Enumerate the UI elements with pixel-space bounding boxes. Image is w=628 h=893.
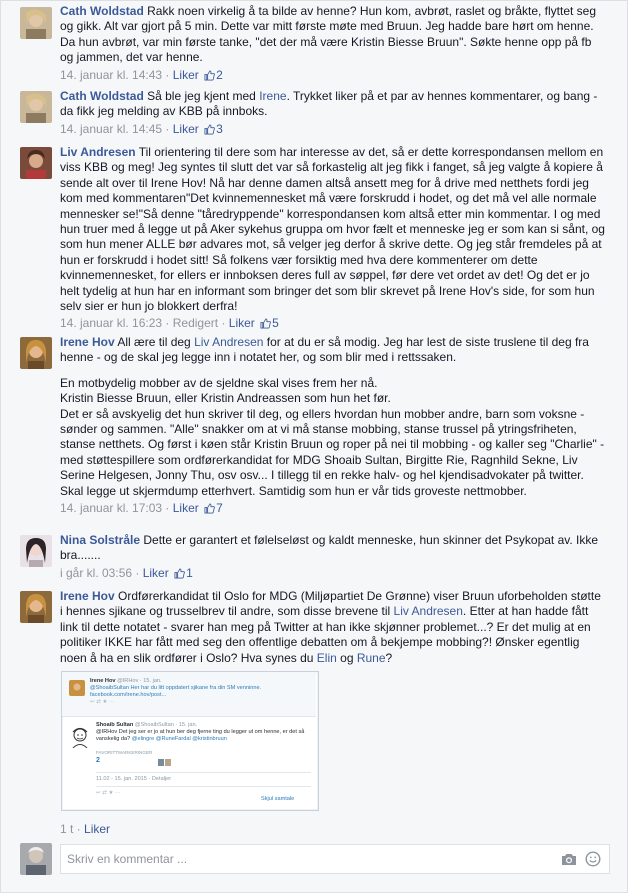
like-count[interactable]: 3 (202, 122, 223, 136)
comment-author[interactable]: Irene Hov (60, 335, 115, 349)
mention-link[interactable]: Rune (356, 650, 386, 665)
comment-timestamp[interactable]: 14. januar kl. 17:03 (60, 501, 163, 516)
mention-link[interactable]: Liv Andresen (194, 335, 264, 349)
like-button[interactable]: Liker (228, 316, 255, 331)
comment-author[interactable]: Nina Solstråle (60, 533, 141, 547)
like-button[interactable]: Liker (84, 822, 111, 836)
avatar[interactable] (20, 7, 52, 39)
thumbs-up-icon (204, 70, 215, 81)
tweet-actions[interactable]: ↩ ⇄ ★ ··· (96, 790, 121, 796)
comment-author[interactable]: Irene Hov (60, 589, 115, 603)
like-count[interactable]: 2 (202, 68, 223, 82)
comment-text: Rakk noen virkelig å ta bilde av henne? Hun kom, avbrøt, raslet og bråkte, flyttet seg og gikk. Alt var gjort på 5 min. Dette var mitt første møte med Bruun. Jeg hadde bare hørt om henne. Da hun avbrøt, var min første tanke, "det der må være Kristin Biesse Bruun". Søkte henne opp på fb og jammen, det var henne. (60, 4, 597, 65)
avatar[interactable] (20, 147, 52, 179)
comment-meta: 1 t · Liker (60, 822, 111, 836)
avatar[interactable] (20, 337, 52, 369)
like-button[interactable]: Liker (172, 67, 199, 82)
hide-conversation-link[interactable]: Skjul samtale (261, 796, 295, 802)
like-button[interactable]: Liker (172, 501, 199, 516)
comment-meta: 14. januar kl. 14:45 · Liker 3 (60, 121, 223, 136)
like-count[interactable]: 5 (258, 316, 279, 330)
tweet-author[interactable]: Irene Hov (90, 678, 116, 684)
tweet-handle: @IRHov · 15. jan. (117, 678, 162, 684)
comment-section: Cath Woldstad Rakk noen virkelig å ta bilde av henne? Hun kom, avbrøt, raslet og bråkte, flyttet seg og gikk. Alt var gjort på 5 min. Dette var mitt første møte med Bruun. Jeg hadde bare hørt om henne. Da hun avbrøt, var min første tanke, "det der må være Kristin Biesse Bruun". Søkte henne opp på fb og jammen, det var henne. 14. januar kl. 14:43 · Liker 2 Cath Woldstad Så ble jeg kjent med Irene. Trykket liker på et par av hennes kommentarer, og bang - da fikk jeg melding av KBB på innboks. 14. januar kl. 14:45 · Liker 3 Liv Andresen Til orientering til dere som har interesse av det, så er dette korrespondansen mellom en viss KBB og meg! Jeg syntes til slutt det var så forkastelig alt jeg fikk i fanget, så jeg valgte å kopiere å sende alt over til Irene Hov! Nå har denne damen altså ansett meg for å drive med netthets fordi jeg kom med kommentaren"Det kvinnemennesket må være forskrudd i hodet, og det må vel alle normale mennesker se!"Så denne "tåredryppende" korrespondansen kom altså etter min kommentar. I og med hun truer med å legge ut på Aker sykehus gruppa om hvor fælt et menneske jeg er som kan si sånt, og som hun mener ALLE bør advares mot, så velger jeg derfor å skrive dette. Og jeg står fremdeles på at hun er forskrudd i hodet sitt! Så folkens vær forsiktig med hva dere kommenterer om dette kvinnemennesket, for ellers er innboksen deres full av søppel, før dere vet ordet av det! Og det er jo helt tydelig at hun har en informant som bringer det som blir skrevet på Irene Hov's side, for som hun selv sier er hun jo blokkert derfra! 14. januar kl. 16:23 · Redigert · Liker 5 Irene Hov All ære til deg Liv Andresen for at du er så modig. Jeg har lest de siste truslene til deg fra henne - og de skal jeg legge inn i notatet her, og som blir med i rettssaken. En motbydelig mobber av de sjeldne skal vises frem her nå. Kristin Biesse Bruun, eller Kristin Andreassen som hun het før. Det er så avskyelig det hun skriver til deg, og ellers hvordan hun mobber andre, barn som voksne - sønder og sammen. "Alle" snakker om at vi må stanse mobbing, stanse trussel på ytringsfriheten, stanse netthets. Og først i køen står Kristin Bruun og roper på nei til mobbing - og kaller seg "Charlie" - med støttespillere som ordførerkandidat for MDG Shoaib Sultan, Birgitte Rie, Ragnhild Sekne, Liv Serine Helgesen, Jonny Thu, osv osv... I tillegg til en rekke halv- og hel kjendisadvokater på twitter. Skal legge ut skjermdump etterhvert. Samtidig som hun er vår tids groveste nettmobber. 14. januar kl. 17:03 · Liker 7 Nina Solstråle Dette er garantert et følelseløst og kaldt menneske, hun skinner det Psykopat av. Ikke bra....... i går kl. 03:56 · Liker 1 Irene Hov Ordførerkandidat til Oslo for MDG (Miljøpartiet De Grønne) viser Bruun uforbeholden støtte i hennes sjikane og trusselbrev til andre, som disse brevene til Liv Andresen. Etter at han hadde fått link til dette notatet - svarer han meg på Twitter at han ikke skjønner problemet...? Er det mulig at en politiker IKKE har fått med seg den offentlige debatten om å bekjempe mobbing?! Ønsker egentlig noen å ha en slik ordfører i Oslo? Hva synes du Elin og Rune? Irene Hov @IRHov · 15. jan. @ShoaibSultan Her har du litt oppdatert sjikane fra din SM venninne. facebook.com/irene.hov/post... ↩ ⇄ ★ ··· Shoaib Sultan @ShoaibSultan · 15. jan. @IRHov Det jeg ser er jo at hun ber deg fjerne ting du legger ut om henne, er det så vanskelig da? @elingre @RuneFardal @kristinbruun FAVORITTMARKERINGER 2 11.02 - 15. jan. 2015 · Detaljer ↩ ⇄ ★ ··· Skjul samtale 1 t · Liker Skriv en kommentar ... (0, 0, 628, 893)
thumbs-up-icon (204, 503, 215, 514)
tweet-author[interactable]: Shoaib Sultan (96, 722, 134, 728)
tweet-actions[interactable]: ↩ ⇄ ★ ··· (90, 699, 115, 705)
comment-author[interactable]: Cath Woldstad (60, 4, 144, 18)
avatar[interactable] (20, 91, 52, 123)
like-count[interactable]: 7 (202, 501, 223, 515)
comment-text: Til orientering til dere som har interesse av det, så er dette korrespondansen mellom en viss KBB og meg! Jeg syntes til slutt det var så forkastelig alt jeg fikk i fanget, så jeg valgte å kopiere å sende alt over til Irene Hov! Nå har denne damen altså ansett meg for å drive med netthets fordi jeg kom med kommentaren"Det kvinnemennesket må være forskrudd i hodet, og det må vel alle normale mennesker se!"Så denne "tåredryppende" korrespondansen kom altså etter min kommentar. I og med hun truer med å legge ut på Aker sykehus gruppa om hvor fælt et menneske jeg er som kan si sånt, og som hun mener ALLE bør advares mot, så velger jeg derfor å skrive dette. Og jeg står fremdeles på at hun er forskrudd i hodet sitt! Så folkens vær forsiktig med hva dere kommenterer om dette kvinnemennesket, for ellers er innboksen deres full av søppel, før dere vet ordet av det! Og det er jo helt tydelig at hun har en informant som bringer det som blir skrevet på Irene Hov's side, for som hun selv sier er hun jo blokkert derfra! (60, 145, 605, 314)
comment-timestamp[interactable]: 14. januar kl. 14:43 (60, 67, 163, 82)
comment-input[interactable] (60, 844, 610, 874)
comment-author[interactable]: Liv Andresen (60, 145, 136, 159)
mention-link[interactable]: Irene (259, 89, 287, 103)
tweet-date[interactable]: 11.02 - 15. jan. 2015 · Detaljer (96, 776, 172, 782)
tweet-text: @ShoaibSultan Her har du litt oppdatert sjikane fra din SM venninne. facebook.com/irene.hov/post... (90, 685, 262, 698)
like-count[interactable]: 1 (172, 566, 193, 580)
comment-timestamp[interactable]: 14. januar kl. 16:23 (60, 316, 163, 331)
comment-meta: 14. januar kl. 17:03 · Liker 7 (60, 501, 223, 516)
favorite-avatars[interactable] (158, 755, 172, 769)
comment-meta: 14. januar kl. 14:43 · Liker 2 (60, 67, 223, 82)
mention-link[interactable]: Liv Andresen (393, 604, 463, 619)
avatar[interactable] (20, 535, 52, 567)
tweet-handle: @ShoaibSultan · 15. jan. (134, 722, 198, 728)
favorites-count[interactable]: 2 (96, 757, 100, 764)
comment-timestamp[interactable]: 1 t (60, 822, 74, 836)
tweet-text: @IRHov Det jeg ser er jo at hun ber deg fjerne ting du legger ut om henne, er det så vanskelig da? (96, 729, 305, 742)
comment-meta: i går kl. 03:56 · Liker 1 (60, 565, 193, 580)
avatar (69, 726, 91, 748)
thumbs-up-icon (204, 124, 215, 135)
thumbs-up-icon (260, 318, 271, 329)
tweet-mentions[interactable]: @elingre @RuneFardal @kristinbruun (131, 736, 227, 742)
camera-icon[interactable] (561, 852, 577, 866)
thumbs-up-icon (174, 568, 185, 579)
avatar[interactable] (20, 591, 52, 623)
comment-meta: 14. januar kl. 16:23 · Redigert · Liker 5 (60, 316, 279, 331)
like-button[interactable]: Liker (142, 565, 169, 580)
comment-timestamp[interactable]: i går kl. 03:56 (60, 565, 133, 580)
comment-text: En motbydelig mobber av de sjeldne skal vises frem her nå. Kristin Biesse Bruun, eller Kristin Andreassen som hun het før. Det er så avskyelig det hun skriver til deg, og ellers hvordan hun mobber andre, barn som voksne - sønder og sammen. "Alle" snakker om at vi må stanse mobbing, stanse trussel på ytringsfriheten, stanse netthets. Og først i køen står Kristin Bruun og roper på nei til mobbing - og kaller seg "Charlie" - med støttespillere som ordførerkandidat for MDG Shoaib Sultan, Birgitte Rie, Ragnhild Sekne, Liv Serine Helgesen, Jonny Thu, osv osv... I tillegg til en rekke halv- og hel kjendisadvokater på twitter. Skal legge ut skjermdump etterhvert. Samtidig som hun er vår tids groveste nettmobber. (60, 375, 605, 498)
avatar (69, 680, 85, 696)
comment-author[interactable]: Cath Woldstad (60, 89, 144, 103)
comment-input-placeholder: Skriv en kommentar ... (67, 852, 188, 866)
like-button[interactable]: Liker (172, 121, 199, 136)
favorites-label: FAVORITTMARKERINGER (96, 750, 153, 755)
edited-label[interactable]: Redigert (172, 316, 219, 331)
avatar (20, 843, 52, 875)
mention-link[interactable]: Elin (316, 650, 337, 665)
attached-screenshot[interactable] (61, 671, 319, 811)
emoji-icon[interactable] (585, 851, 601, 867)
comment-timestamp[interactable]: 14. januar kl. 14:45 (60, 121, 163, 136)
comment-text: Dette er garantert et følelseløst og kaldt menneske, hun skinner det Psykopat av. Ikke bra....... (60, 533, 599, 563)
